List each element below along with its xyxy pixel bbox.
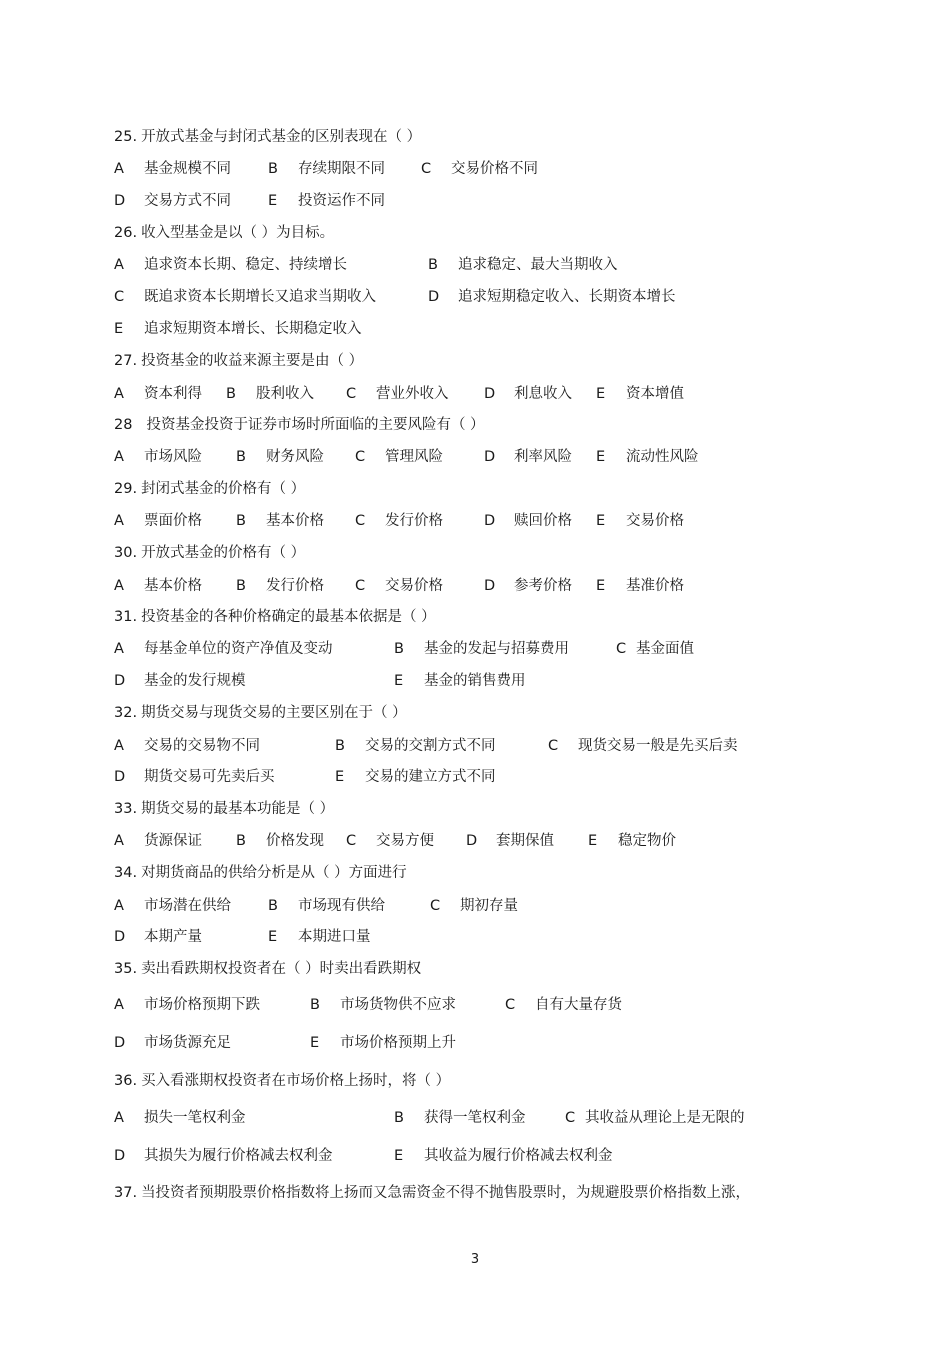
question-text: 对期货商品的供给分析是从（ ）方面进行 [141,865,407,881]
option-b: B 获得一笔权利金 [394,1110,526,1126]
option-a: A 货源保证 [114,833,202,849]
option-d: D 参考价格 [484,578,572,594]
option-d: D 利息收入 [484,386,572,402]
question-number: 28 [114,417,133,433]
option-d: D 赎回价格 [484,513,572,529]
question-26 [114,222,334,244]
question-number: 35. [114,961,138,977]
option-b: B 财务风险 [236,449,324,465]
option-e: E 投资运作不同 [268,193,385,209]
option-a: A 市场风险 [114,449,202,465]
option-e: E 追求短期资本增长、长期稳定收入 [114,321,362,337]
option-a: A 票面价格 [114,513,202,529]
question-text: 封闭式基金的价格有（ ） [141,481,306,497]
option-c: C 发行价格 [355,513,443,529]
option-c: C 交易价格不同 [421,161,538,177]
option-a: A 基本价格 [114,578,202,594]
option-c: C 其收益从理论上是无限的 [565,1110,745,1126]
question-text: 投资基金的收益来源主要是由（ ） [141,353,364,369]
option-d: D 利率风险 [484,449,572,465]
option-b: B 股利收入 [226,386,314,402]
option-a: A 交易的交易物不同 [114,738,260,754]
question-text: 期货交易与现货交易的主要区别在于（ ） [141,705,407,721]
option-d: D 其损失为履行价格减去权利金 [114,1148,333,1164]
option-e: E 交易价格 [596,513,684,529]
option-d: D 期货交易可先卖后买 [114,769,275,785]
question-number: 32. [114,705,138,721]
question-number: 29. [114,481,138,497]
question-36 [114,1070,450,1092]
option-a: A 每基金单位的资产净值及变动 [114,641,333,657]
question-text: 投资基金的各种价格确定的最基本依据是（ ） [141,609,436,625]
option-a: A 资本利得 [114,386,202,402]
option-e: E 基金的销售费用 [394,673,526,689]
option-b: B 交易的交割方式不同 [335,738,496,754]
option-e: E 市场价格预期上升 [310,1035,456,1051]
option-c: C 基金面值 [616,641,694,657]
option-b: B 价格发现 [236,833,324,849]
option-e: E 交易的建立方式不同 [335,769,496,785]
question-text: 收入型基金是以（ ）为目标。 [141,225,335,241]
question-number: 25. [114,129,138,145]
question-number: 27. [114,353,138,369]
option-d: D 套期保值 [466,833,554,849]
question-text: 买入看涨期权投资者在市场价格上扬时，将（ ） [141,1073,451,1089]
option-d: D 基金的发行规模 [114,673,246,689]
question-number: 26. [114,225,138,241]
option-d: D 交易方式不同 [114,193,231,209]
option-d: D 追求短期稳定收入、长期资本增长 [428,289,676,305]
option-b: B 存续期限不同 [268,161,385,177]
question-37 [114,1182,750,1204]
option-a: A 损失一笔权利金 [114,1110,246,1126]
question-27 [114,350,363,372]
option-e: E 本期进口量 [268,929,371,945]
option-c: C 管理风险 [355,449,443,465]
question-25 [114,126,421,148]
question-number: 33. [114,801,138,817]
question-30 [114,542,305,564]
option-b: B 发行价格 [236,578,324,594]
question-number: 36. [114,1073,138,1089]
question-28 [114,414,485,436]
question-29 [114,478,305,500]
option-c: C 交易方便 [346,833,434,849]
question-number: 34. [114,865,138,881]
question-text: 开放式基金的价格有（ ） [141,545,306,561]
option-b: B 基金的发起与招募费用 [394,641,569,657]
option-c: C 既追求资本长期增长又追求当期收入 [114,289,376,305]
question-34 [114,862,407,884]
option-a: A 基金规模不同 [114,161,231,177]
option-e: E 资本增值 [596,386,684,402]
option-d: D 本期产量 [114,929,202,945]
option-c: C 自有大量存货 [505,997,622,1013]
option-b: B 追求稳定、最大当期收入 [428,257,618,273]
option-d: D 市场货源充足 [114,1035,231,1051]
option-e: E 流动性风险 [596,449,699,465]
question-number: 31. [114,609,138,625]
option-c: C 现货交易一般是先买后卖 [548,738,738,754]
option-b: B 市场现有供给 [268,898,385,914]
question-33 [114,798,334,820]
question-text: 投资基金投资于证券市场时所面临的主要风险有（ ） [146,417,485,433]
option-e: E 其收益为履行价格减去权利金 [394,1148,613,1164]
option-c: C 期初存量 [430,898,518,914]
option-c: C 营业外收入 [346,386,449,402]
option-c: C 交易价格 [355,578,443,594]
question-text: 当投资者预期股票价格指数将上扬而又急需资金不得不抛售股票时，为规避股票价格指数上涨， [141,1185,751,1201]
page-number: 3 [470,1252,480,1267]
option-a: A 市场价格预期下跌 [114,997,260,1013]
question-text: 卖出看跌期权投资者在（ ）时卖出看跌期权 [141,961,422,977]
option-e: E 基准价格 [596,578,684,594]
question-text: 期货交易的最基本功能是（ ） [141,801,335,817]
option-b: B 市场货物供不应求 [310,997,456,1013]
question-text: 开放式基金与封闭式基金的区别表现在（ ） [141,129,422,145]
question-31 [114,606,436,628]
question-number: 30. [114,545,138,561]
question-32 [114,702,407,724]
question-number: 37. [114,1185,138,1201]
option-a: A 追求资本长期、稳定、持续增长 [114,257,347,273]
question-35 [114,958,421,980]
option-a: A 市场潜在供给 [114,898,231,914]
option-e: E 稳定物价 [588,833,676,849]
option-b: B 基本价格 [236,513,324,529]
